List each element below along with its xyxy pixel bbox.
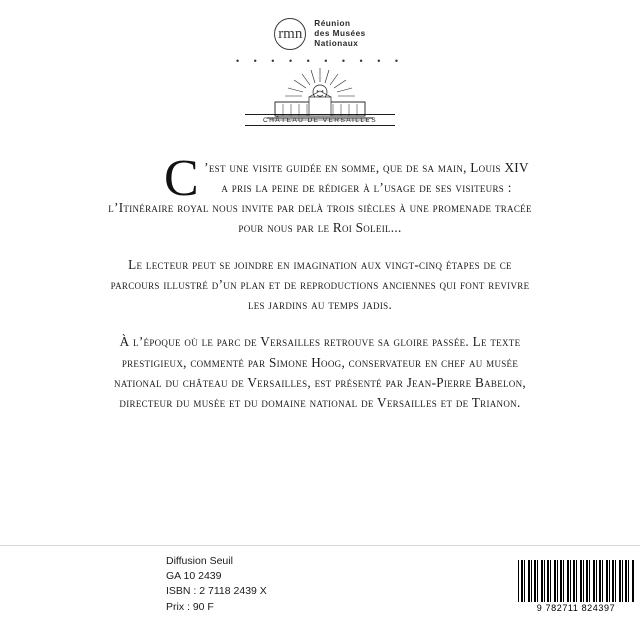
reference-line: GA 10 2439	[166, 570, 222, 583]
publisher-line-2: des Musées	[314, 29, 366, 39]
footer-divider	[0, 545, 640, 546]
price-line: Prix : 90 F	[166, 600, 214, 613]
barcode-bars	[518, 560, 634, 602]
publisher-name	[314, 19, 365, 48]
blurb-paragraph-1-text: ’est une visite guidée en somme, que de sa main, Louis XIV a pris la peine de rédiger à l’usage de ses visiteurs : l’Itinéraire royal nous invite par delà trois siècles à une promenade tracée pour nous par le Roi Soleil...	[108, 160, 532, 236]
drop-cap: C	[164, 150, 199, 207]
rmn-monogram-icon: rmn	[274, 18, 306, 50]
blurb-paragraph-3: À l’époque où le parc de Versailles retrouve sa gloire passée. Le texte prestigieux, commenté par Simone Hoog, conservateur en chef au musée national du château de Versailles, est présenté par Jean-Pierre Babelon, directeur du musée et du domaine national de Versailles et de Trianon.	[114, 334, 526, 410]
publisher-line-3: Nationaux	[314, 38, 359, 48]
dotted-separator: • • • • • • • • • •	[235, 56, 404, 66]
ean13-barcode	[518, 560, 634, 613]
blurb-paragraph-1	[108, 150, 532, 238]
publisher-line-1: Réunion	[314, 19, 351, 29]
back-cover-blurb	[108, 150, 532, 430]
barcode-number: 9 782711 824397	[536, 603, 616, 613]
diffusion-line: Diffusion Seuil	[166, 555, 233, 567]
publication-details	[166, 554, 267, 615]
publisher-logo	[0, 18, 640, 50]
blurb-paragraph-2: Le lecteur peut se joindre en imagination aux vingt-cinq étapes de ce parcours illustré d’un plan et de reproductions anciennes qui font revivre les jardins au temps jadis.	[110, 257, 530, 313]
isbn-line: ISBN : 2 7118 2439 X	[166, 585, 267, 598]
emblem-caption: CHÂTEAU DE VERSAILLES	[245, 114, 395, 126]
